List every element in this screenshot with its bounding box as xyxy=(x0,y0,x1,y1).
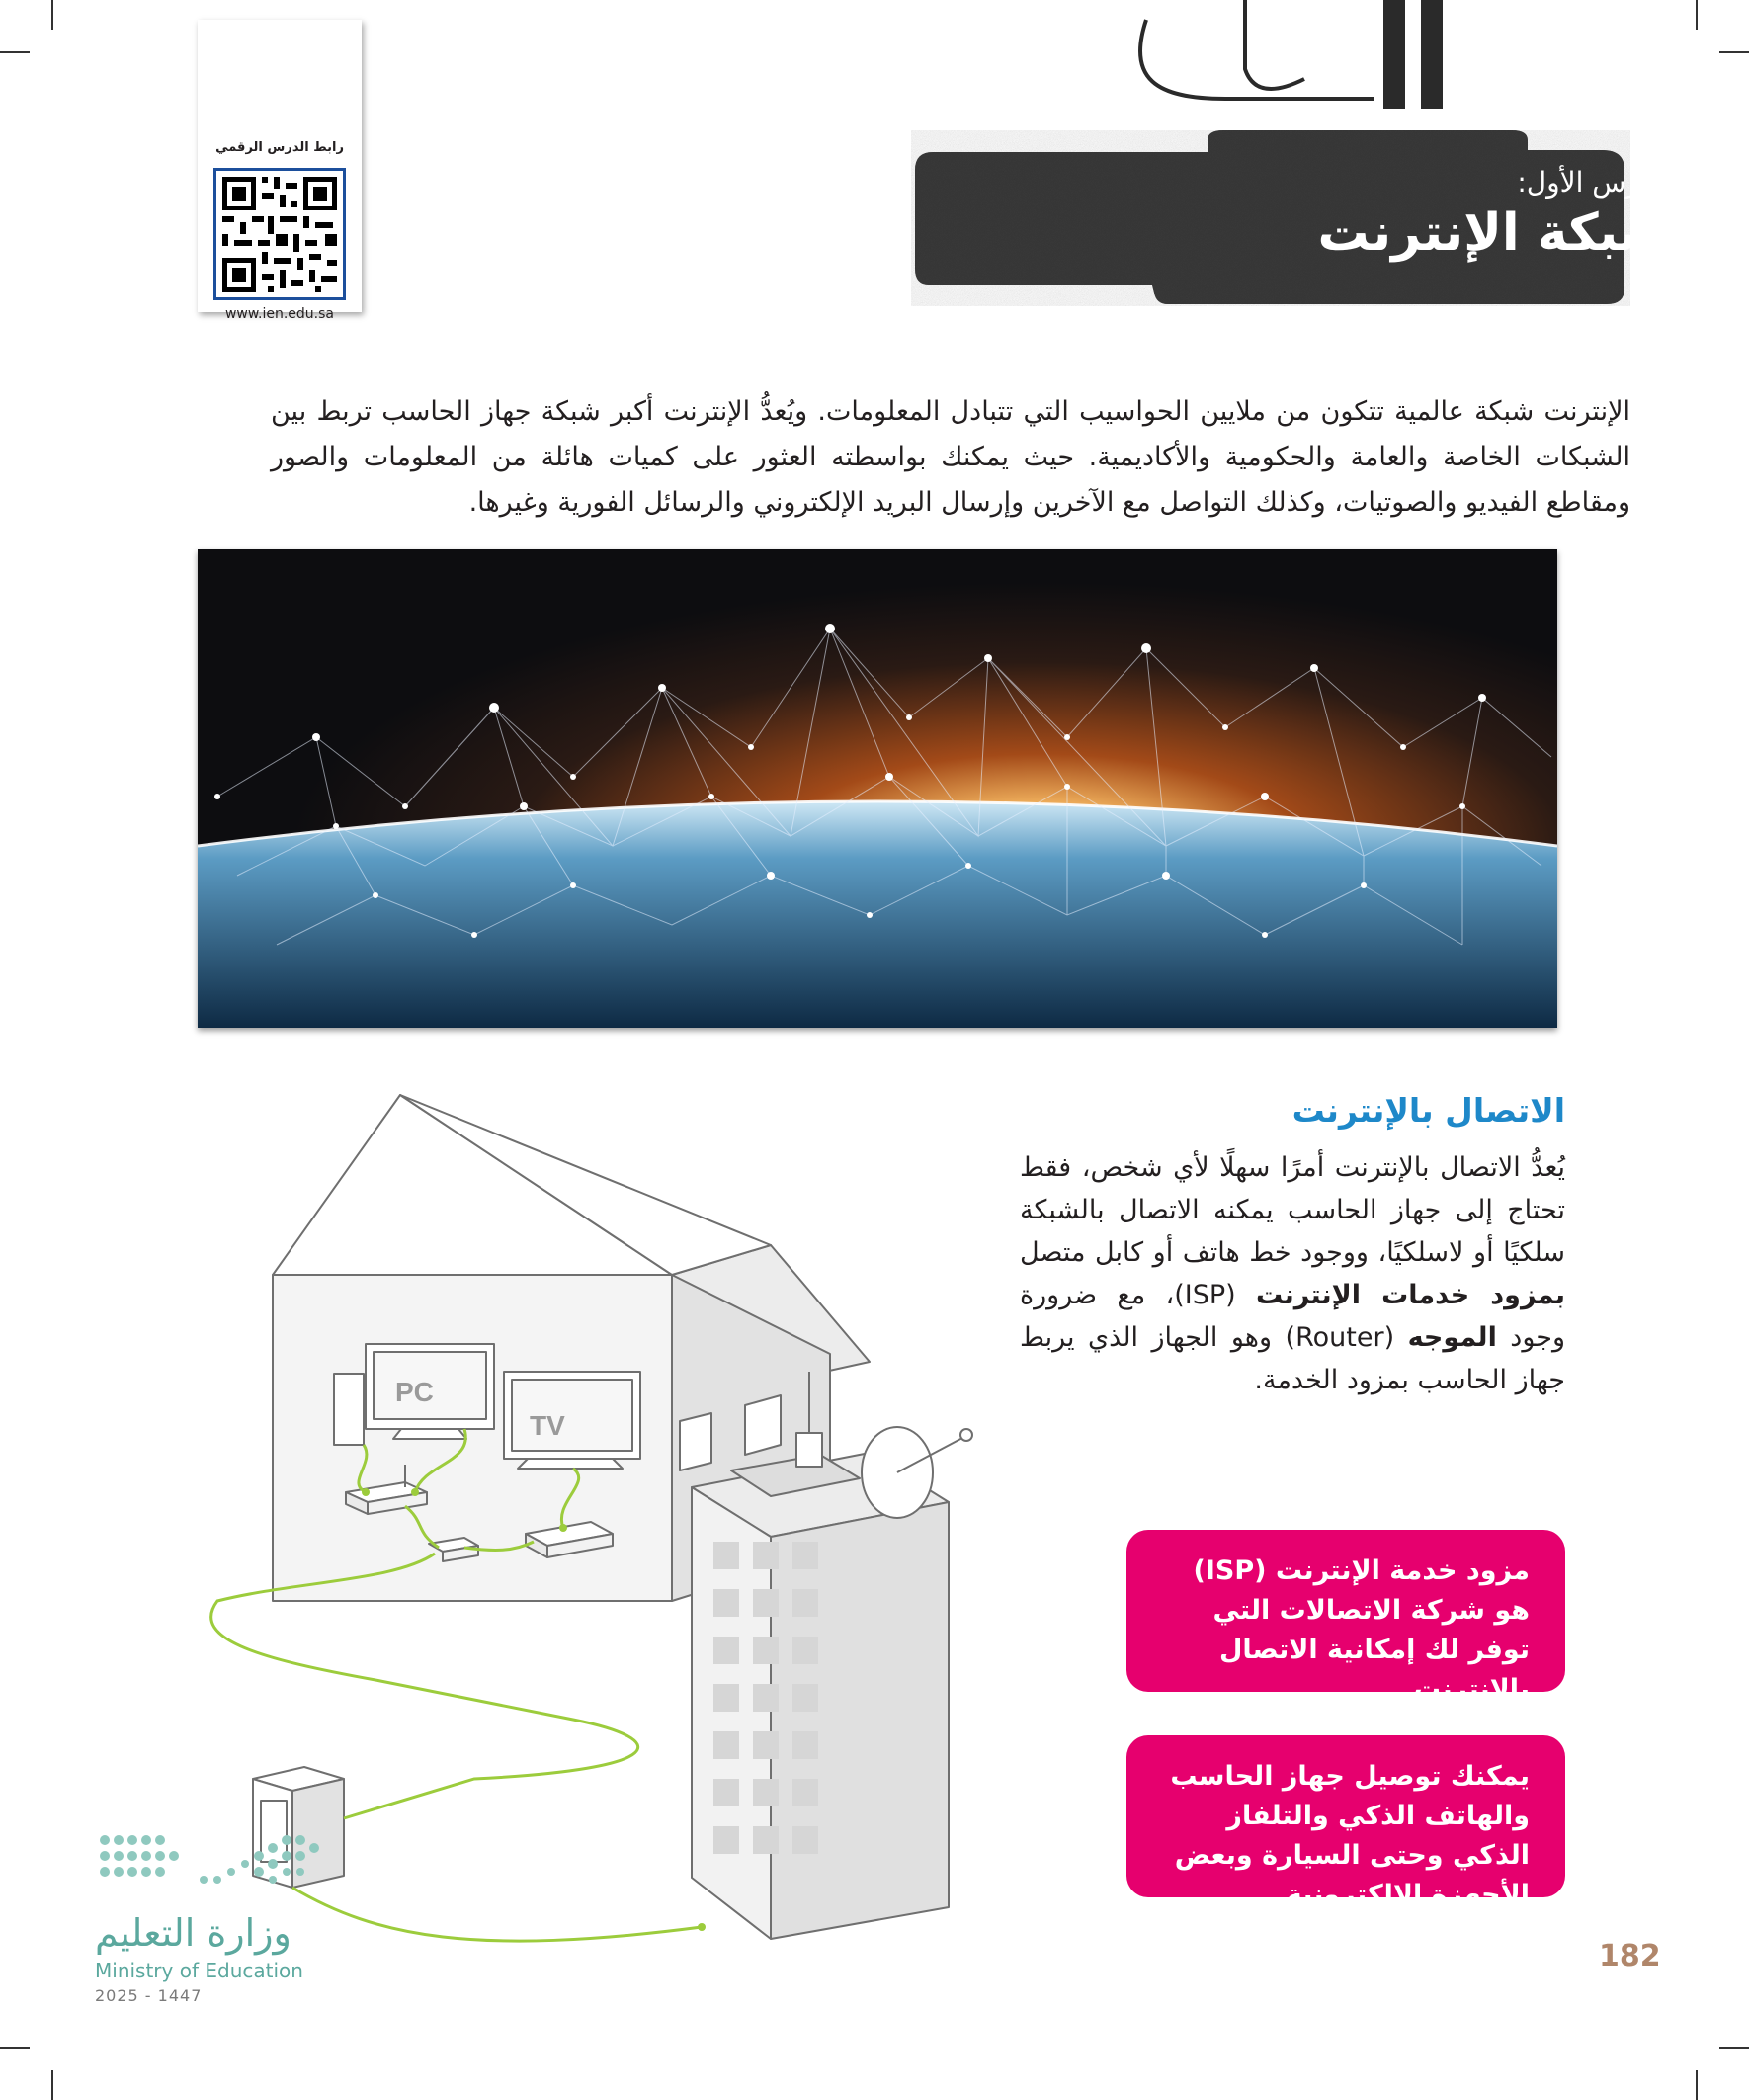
tv-label: TV xyxy=(530,1410,565,1441)
section-body xyxy=(1020,1146,1565,1401)
isp-term: بمزود خدمات الإنترنت xyxy=(1255,1280,1565,1310)
crop-mark xyxy=(1719,2047,1749,2049)
ministry-name-arabic: وزارة التعليم xyxy=(95,1911,292,1955)
banner-cables xyxy=(1087,0,1502,138)
lesson-title: شبكة الإنترنت xyxy=(1317,204,1670,263)
callout-devices: يمكنك توصيل جهاز الحاسب والهاتف الذكي والتلفاز الذكي وحتى السيارة وبعض الأجهزة الإلكترونية بالإنترنت. xyxy=(1126,1735,1565,1897)
section-body-text: يُعدُّ الاتصال بالإنترنت أمرًا سهلًا لأي شخص، فقط تحتاج إلى جهاز الحاسب يمكنه الاتصال بالشبكة سلكيًا أو لاسلكيًا، ووجود خط هاتف أو كابل متصل xyxy=(1020,1152,1565,1268)
crop-mark xyxy=(1696,2070,1698,2100)
crop-mark xyxy=(1719,51,1749,53)
section-body-text: (ISP)، مع ضرورة وجود xyxy=(1020,1280,1565,1353)
crop-mark xyxy=(51,0,53,30)
building-windows xyxy=(709,1532,848,1947)
crop-mark xyxy=(0,51,30,53)
section-title: الاتصال بالإنترنت xyxy=(1291,1091,1565,1130)
section-body-text: (Router) وهو الجهاز الذي يربط جهاز الحاسب بمزود الخدمة. xyxy=(1020,1322,1565,1395)
qr-card[interactable] xyxy=(198,20,362,322)
ministry-year: 2025 - 1447 xyxy=(95,1986,203,2005)
crop-mark xyxy=(0,2047,30,2049)
page-number: 182 xyxy=(1599,1939,1661,1974)
router-term: الموجه xyxy=(1407,1322,1497,1353)
network-earth-image xyxy=(198,549,1557,1028)
ministry-name-english: Ministry of Education xyxy=(95,1959,303,1982)
qr-code-icon[interactable] xyxy=(213,168,346,300)
intro-paragraph: الإنترنت شبكة عالمية تتكون من ملايين الحواسيب التي تتبادل المعلومات. ويُعدُّ الإنترنت أكبر شبكة جهاز الحاسب تربط بين الشبكات الخاصة والعامة والحكومية والأكاديمية. حيث يمكنك بواسطته العثور على كميات هائلة من المعلومات والصور ومقاطع الفيديو والصوتيات، وكذلك التواصل مع الآخرين وإرسال البريد الإلكتروني والرسائل الفورية وغيرها. xyxy=(271,396,1630,518)
qr-caption: رابط الدرس الرقمي xyxy=(215,140,344,155)
crop-mark xyxy=(51,2070,53,2100)
qr-url[interactable]: www.ien.edu.sa xyxy=(224,306,335,322)
callout-isp: مزود خدمة الإنترنت (ISP) هو شركة الاتصالات التي توفر لك إمكانية الاتصال بالإنترنت. xyxy=(1126,1530,1565,1692)
lesson-label: الدرس الأول: xyxy=(1517,166,1670,199)
pc-label: PC xyxy=(395,1377,434,1407)
crop-mark xyxy=(1696,0,1698,30)
